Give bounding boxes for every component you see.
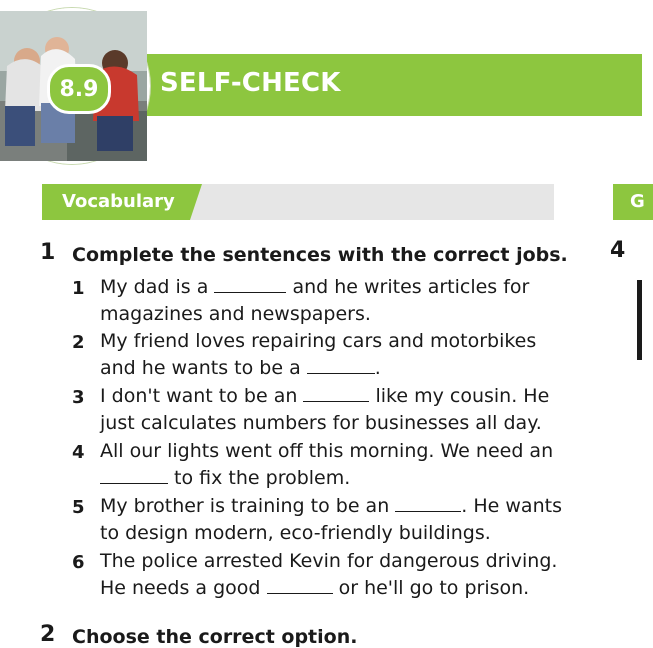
item-text: All our lights went off this morning. We need an <box>100 440 554 462</box>
item-number: 2 <box>72 332 85 353</box>
item-number: 5 <box>72 497 85 518</box>
exercise-2-number: 2 <box>40 622 56 647</box>
exercise-item-5 <box>100 493 570 547</box>
item-text: or he'll go to prison. <box>338 577 530 599</box>
item-number: 1 <box>72 278 85 299</box>
item-text: and he wants to be a <box>100 357 301 379</box>
item-text: . <box>374 357 381 379</box>
answer-blank[interactable] <box>100 469 168 484</box>
item-text: to fix the problem. <box>174 467 351 489</box>
answer-blank[interactable] <box>395 497 461 512</box>
item-text: The police arrested Kevin for dangerous driving. <box>100 550 558 572</box>
item-number: 6 <box>72 552 85 573</box>
item-text: . He wants <box>461 495 562 517</box>
section-label: Vocabulary <box>62 191 175 212</box>
item-text: I don't want to be an <box>100 385 298 407</box>
exercise-item-4 <box>100 438 570 492</box>
unit-number-badge: 8.9 <box>47 64 111 114</box>
page-title: SELF-CHECK <box>160 68 341 98</box>
item-text: My brother is training to be an <box>100 495 390 517</box>
exercise-instruction: Complete the sentences with the correct jobs. <box>72 244 568 266</box>
exercise-item-6 <box>100 548 570 602</box>
answer-blank[interactable] <box>267 579 333 594</box>
item-text: magazines and newspapers. <box>100 303 371 325</box>
exercise-item-1 <box>100 274 570 328</box>
item-text: and he writes articles for <box>292 276 530 298</box>
next-section-label: G <box>630 191 645 212</box>
right-exercise-number: 4 <box>610 238 626 263</box>
item-text: just calculates numbers for businesses all day. <box>100 412 542 434</box>
answer-blank[interactable] <box>303 387 369 402</box>
item-text: to design modern, eco-friendly buildings. <box>100 522 491 544</box>
answer-blank[interactable] <box>214 278 286 293</box>
item-text: My friend loves repairing cars and motorbikes <box>100 330 537 352</box>
item-number: 4 <box>72 442 85 463</box>
exercise-item-3 <box>100 383 570 437</box>
item-text: like my cousin. He <box>375 385 550 407</box>
right-column-marker <box>637 280 642 360</box>
exercise-2-instruction: Choose the correct option. <box>72 626 358 648</box>
item-text: My dad is a <box>100 276 209 298</box>
exercise-number: 1 <box>40 240 56 265</box>
item-number: 3 <box>72 387 85 408</box>
exercise-item-2 <box>100 328 570 382</box>
item-text: He needs a good <box>100 577 261 599</box>
answer-blank[interactable] <box>307 359 375 374</box>
